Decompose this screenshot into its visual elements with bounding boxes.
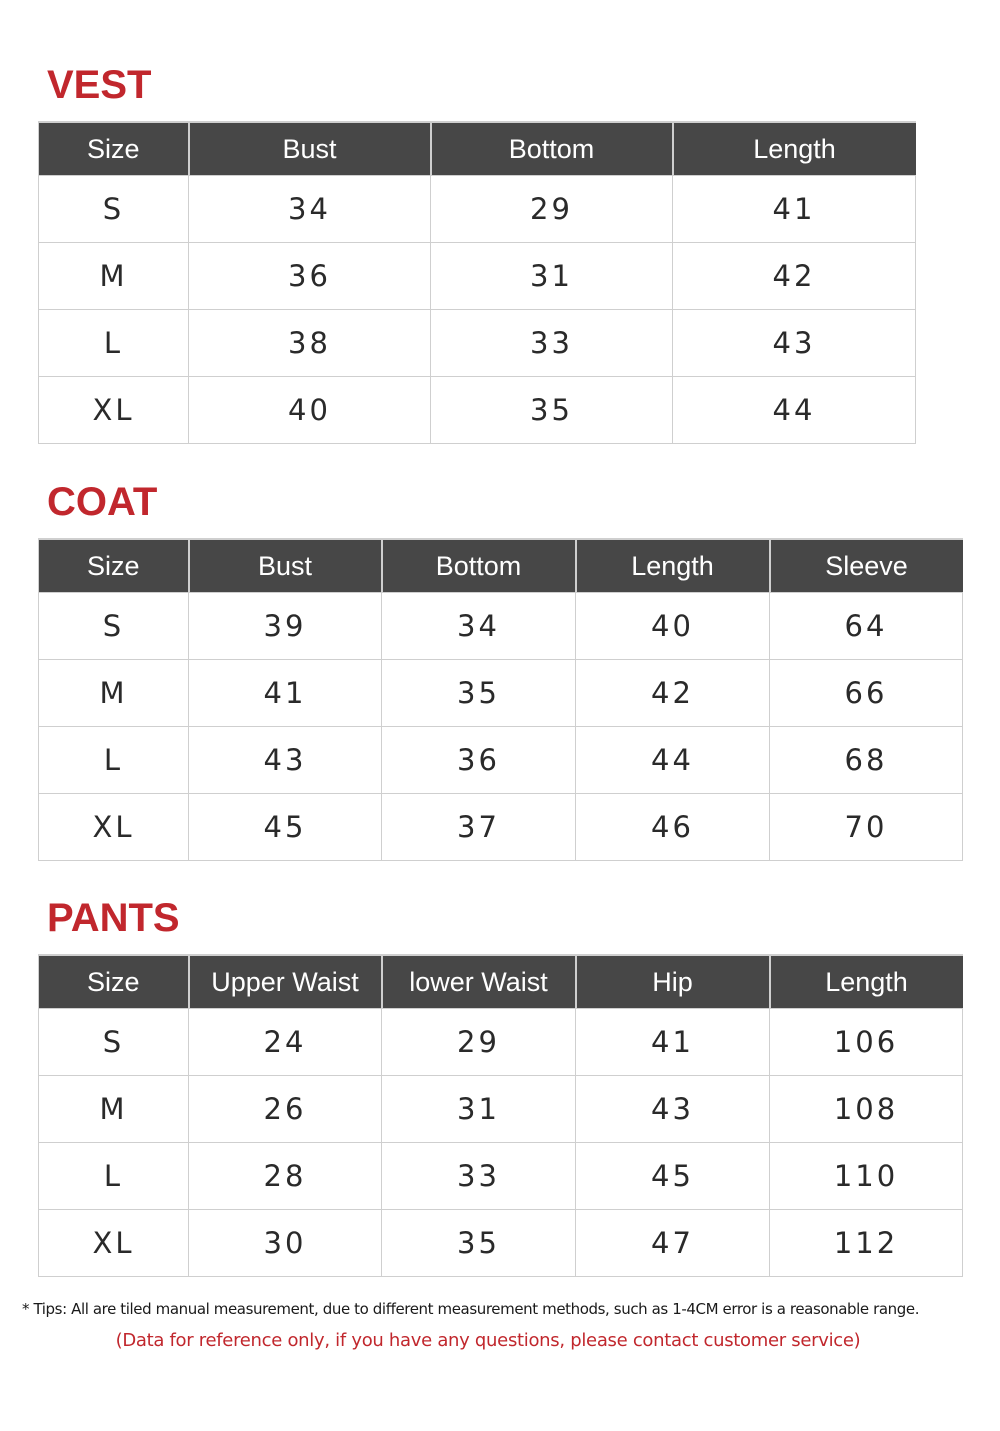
value-cell: 44	[673, 377, 916, 444]
table-header-row	[39, 539, 963, 593]
size-cell: L	[39, 310, 189, 377]
header-cell: Bust	[189, 122, 431, 176]
value-cell: 34	[189, 176, 431, 243]
vest-title: VEST	[47, 63, 152, 107]
table-row	[39, 176, 916, 243]
value-cell: 36	[382, 727, 576, 794]
table-row	[39, 1076, 963, 1143]
table-row	[39, 377, 916, 444]
value-cell: 43	[576, 1076, 770, 1143]
value-cell: 68	[770, 727, 963, 794]
value-cell: 42	[576, 660, 770, 727]
size-cell: XL	[39, 377, 189, 444]
header-cell: Size	[39, 955, 189, 1009]
value-cell: 41	[189, 660, 382, 727]
value-cell: 44	[576, 727, 770, 794]
header-cell: Length	[576, 539, 770, 593]
table-row	[39, 593, 963, 660]
value-cell: 46	[576, 794, 770, 861]
value-cell: 39	[189, 593, 382, 660]
pants-size-table	[38, 954, 963, 1277]
value-cell: 28	[189, 1143, 382, 1210]
size-cell: L	[39, 727, 189, 794]
header-cell: Size	[39, 122, 189, 176]
value-cell: 108	[770, 1076, 963, 1143]
value-cell: 64	[770, 593, 963, 660]
value-cell: 41	[673, 176, 916, 243]
table-header-row	[39, 122, 916, 176]
table-header-row	[39, 955, 963, 1009]
value-cell: 42	[673, 243, 916, 310]
value-cell: 43	[673, 310, 916, 377]
header-cell: Length	[673, 122, 916, 176]
value-cell: 29	[382, 1009, 576, 1076]
value-cell: 106	[770, 1009, 963, 1076]
table-row	[39, 794, 963, 861]
value-cell: 35	[382, 1210, 576, 1277]
value-cell: 112	[770, 1210, 963, 1277]
coat-size-table	[38, 538, 963, 861]
table-row	[39, 1143, 963, 1210]
header-cell: Upper Waist	[189, 955, 382, 1009]
value-cell: 36	[189, 243, 431, 310]
value-cell: 38	[189, 310, 431, 377]
value-cell: 40	[189, 377, 431, 444]
value-cell: 34	[382, 593, 576, 660]
value-cell: 110	[770, 1143, 963, 1210]
size-cell: S	[39, 176, 189, 243]
value-cell: 70	[770, 794, 963, 861]
value-cell: 26	[189, 1076, 382, 1143]
table-row	[39, 1009, 963, 1076]
size-cell: XL	[39, 794, 189, 861]
size-cell: M	[39, 660, 189, 727]
header-cell: Bottom	[382, 539, 576, 593]
pants-title: PANTS	[47, 896, 180, 940]
header-cell: Hip	[576, 955, 770, 1009]
table-row	[39, 660, 963, 727]
size-cell: L	[39, 1143, 189, 1210]
size-cell: M	[39, 1076, 189, 1143]
value-cell: 31	[382, 1076, 576, 1143]
coat-title: COAT	[47, 480, 158, 524]
size-cell: S	[39, 1009, 189, 1076]
vest-size-table	[38, 121, 916, 444]
table-row	[39, 243, 916, 310]
value-cell: 40	[576, 593, 770, 660]
value-cell: 35	[382, 660, 576, 727]
value-cell: 24	[189, 1009, 382, 1076]
value-cell: 35	[431, 377, 673, 444]
value-cell: 30	[189, 1210, 382, 1277]
value-cell: 47	[576, 1210, 770, 1277]
header-cell: Sleeve	[770, 539, 963, 593]
table-row	[39, 1210, 963, 1277]
value-cell: 33	[431, 310, 673, 377]
table-row	[39, 310, 916, 377]
value-cell: 66	[770, 660, 963, 727]
header-cell: Bust	[189, 539, 382, 593]
value-cell: 45	[576, 1143, 770, 1210]
header-cell: lower Waist	[382, 955, 576, 1009]
table-row	[39, 727, 963, 794]
value-cell: 41	[576, 1009, 770, 1076]
header-cell: Size	[39, 539, 189, 593]
size-cell: S	[39, 593, 189, 660]
size-cell: XL	[39, 1210, 189, 1277]
measurement-tip: * Tips: All are tiled manual measurement, due to different measurement methods, such as 1-4CM error is a reasonable range.	[22, 1300, 920, 1318]
value-cell: 31	[431, 243, 673, 310]
header-cell: Bottom	[431, 122, 673, 176]
value-cell: 33	[382, 1143, 576, 1210]
size-cell: M	[39, 243, 189, 310]
value-cell: 45	[189, 794, 382, 861]
reference-note: (Data for reference only, if you have any questions, please contact customer service)	[115, 1330, 861, 1351]
header-cell: Length	[770, 955, 963, 1009]
value-cell: 43	[189, 727, 382, 794]
value-cell: 29	[431, 176, 673, 243]
value-cell: 37	[382, 794, 576, 861]
